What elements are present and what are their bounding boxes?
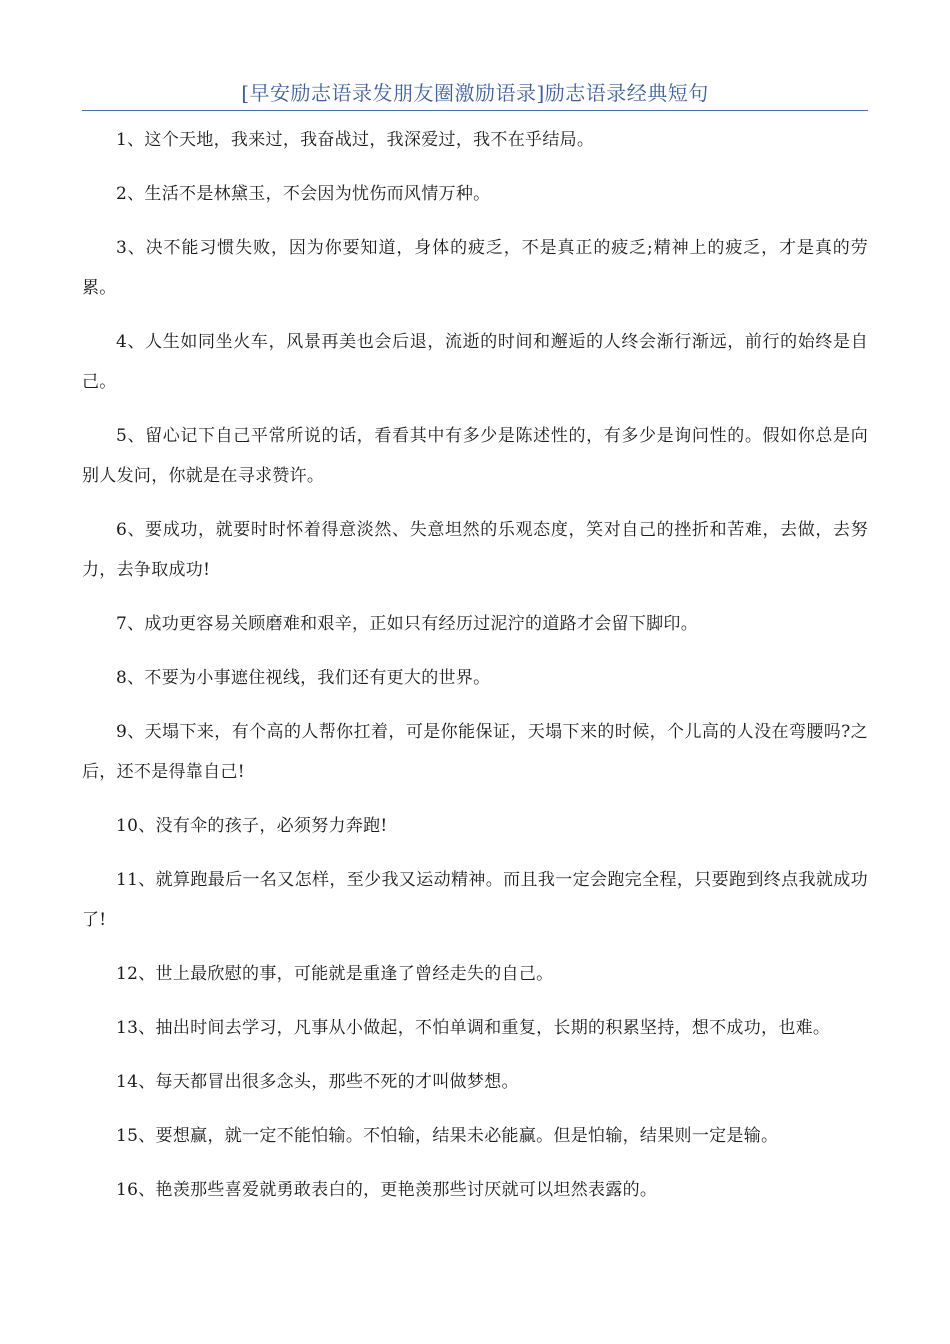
quote-paragraph-6: 6、要成功，就要时时怀着得意淡然、失意坦然的乐观态度，笑对自己的挫折和苦难，去做，去努力，去争取成功! <box>82 520 868 580</box>
quote-paragraph-12: 12、世上最欣慰的事，可能就是重逢了曾经走失的自己。 <box>116 964 554 984</box>
quote-paragraph-4: 4、人生如同坐火车，风景再美也会后退，流逝的时间和邂逅的人终会渐行渐远，前行的始终是自己。 <box>82 332 868 392</box>
quote-paragraph-13: 13、抽出时间去学习，凡事从小做起，不怕单调和重复，长期的积累坚持，想不成功，也难。 <box>116 1018 831 1038</box>
quote-paragraph-15: 15、要想赢，就一定不能怕输。不怕输，结果未必能赢。但是怕输，结果则一定是输。 <box>116 1126 779 1146</box>
quote-paragraph-1: 1、这个天地，我来过，我奋战过，我深爱过，我不在乎结局。 <box>116 130 595 150</box>
quote-paragraph-16: 16、艳羡那些喜爱就勇敢表白的，更艳羡那些讨厌就可以坦然表露的。 <box>116 1180 658 1200</box>
quote-paragraph-2: 2、生活不是林黛玉，不会因为忧伤而风情万种。 <box>116 184 491 204</box>
document-body <box>82 120 868 1224</box>
page-title: [早安励志语录发朋友圈激励语录]励志语录经典短句 <box>241 81 709 105</box>
quote-paragraph-10: 10、没有伞的孩子，必须努力奔跑! <box>116 816 388 836</box>
quote-paragraph-7: 7、成功更容易关顾磨难和艰辛，正如只有经历过泥泞的道路才会留下脚印。 <box>116 614 699 634</box>
quote-paragraph-9: 9、天塌下来，有个高的人帮你扛着，可是你能保证，天塌下来的时候，个儿高的人没在弯腰吗?之后，还不是得靠自己! <box>82 722 868 782</box>
page-header <box>82 78 868 111</box>
quote-paragraph-3: 3、决不能习惯失败，因为你要知道，身体的疲乏，不是真正的疲乏;精神上的疲乏，才是真的劳累。 <box>82 238 868 298</box>
quote-paragraph-8: 8、不要为小事遮住视线，我们还有更大的世界。 <box>116 668 491 688</box>
quote-paragraph-14: 14、每天都冒出很多念头，那些不死的才叫做梦想。 <box>116 1072 519 1092</box>
quote-paragraph-11: 11、就算跑最后一名又怎样，至少我又运动精神。而且我一定会跑完全程，只要跑到终点我就成功了! <box>82 870 868 930</box>
quote-paragraph-5: 5、留心记下自己平常所说的话，看看其中有多少是陈述性的，有多少是询问性的。假如你总是向别人发问，你就是在寻求赞许。 <box>82 426 868 486</box>
